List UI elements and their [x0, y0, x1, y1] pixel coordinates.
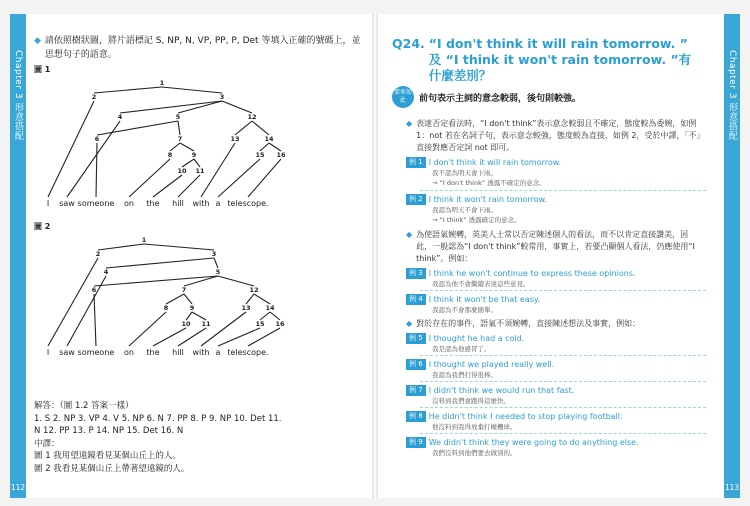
example-english: I think he won't continue to express these opinions. — [428, 269, 636, 278]
exercise — [34, 34, 364, 366]
example-3 — [406, 268, 702, 279]
tree-node: 1 — [141, 236, 147, 244]
tree-node: 3 — [219, 93, 225, 101]
tree-node: 15 — [255, 320, 265, 328]
tree-branch — [67, 276, 106, 346]
tree-node: 12 — [249, 286, 259, 294]
tree-node: 8 — [167, 151, 173, 159]
tree-node: 9 — [189, 304, 195, 312]
tree-node: 11 — [201, 320, 211, 328]
left-page — [10, 14, 372, 498]
explanation — [406, 118, 702, 458]
page-number: 112 — [10, 483, 26, 492]
tree-branch — [235, 121, 252, 135]
example-9 — [406, 437, 702, 448]
example-translation: 我們沒料到他們要去做別的。 — [432, 449, 517, 457]
tree-branch — [153, 175, 182, 197]
paragraph-3: ◆ 對於存在的事件，語氣不須婉轉，直接陳述想法及事實，例如： — [406, 319, 641, 328]
tree-node: 16 — [275, 320, 285, 328]
tree-branch — [98, 244, 144, 250]
answer-badge: 要來如此 — [392, 86, 414, 108]
tree-branch — [106, 258, 214, 268]
tree-branch — [170, 143, 180, 151]
example-5 — [406, 333, 702, 344]
translation-2: 圖 2 我看見某個山丘上帶著望遠鏡的人。 — [34, 463, 190, 474]
tree-word: someone — [77, 199, 115, 208]
tree-word: with — [192, 199, 210, 208]
divider — [420, 190, 706, 191]
example-2 — [406, 194, 702, 205]
example-note: → “I don't think” 透露不確定的意念。 — [432, 179, 546, 187]
example-english: I thought he had a cold. — [428, 334, 525, 343]
translation-heading: 中譯： — [34, 438, 60, 449]
tree-word: I — [46, 199, 50, 208]
question-number: Q24. — [392, 36, 425, 51]
fig2-label: 圖 2 — [34, 222, 51, 231]
tree-branch — [96, 143, 97, 197]
fig1-label: 圖 1 — [34, 65, 51, 74]
example-6 — [406, 359, 702, 370]
example-translation: 我認為不會那麼簡單。 — [432, 306, 497, 314]
example-tag: 例 6 — [406, 359, 426, 370]
tree-word: a — [215, 199, 221, 208]
tree-branch — [180, 143, 194, 151]
example-tag: 例 1 — [406, 157, 426, 168]
tree-branch — [260, 143, 269, 151]
example-translation: 他沒料到我得放棄打橄欖球。 — [432, 423, 517, 431]
tree-node: 11 — [195, 167, 205, 175]
tree-branch — [222, 101, 252, 113]
paragraph-2: ◆ 為使語氣婉轉，英美人士常以否定陳述個人的看法，而不以肯定直接讚美，因此，一般認為“I don't think”較常用，事實上，若要凸顯個人看法，仍應使用“I think”。例如： — [406, 230, 695, 263]
example-english: He didn't think I needed to stop playing football. — [428, 412, 623, 421]
example-english: I think it won't be that easy. — [428, 295, 541, 304]
tree-branch — [218, 276, 254, 286]
tree-branch — [246, 294, 254, 304]
tree-branch — [194, 159, 200, 167]
tree-node: 8 — [163, 304, 169, 312]
tree-node: 4 — [117, 113, 123, 121]
tree-branch — [269, 143, 281, 151]
tree-branch — [166, 294, 184, 304]
question-line1: “I don't think it will rain tomorrow. ” — [428, 36, 688, 51]
divider — [420, 355, 706, 356]
tree-branch — [182, 159, 194, 167]
tree-branch — [97, 121, 178, 135]
example-translation: 我認為我們打得很棒。 — [432, 371, 497, 379]
tree-branch — [94, 87, 162, 93]
tree-word: with — [192, 348, 210, 357]
tree-node: 5 — [215, 268, 221, 276]
translation-1: 圖 1 我用望遠鏡看見某個山丘上的人。 — [34, 451, 181, 461]
example-translation: 我認為他不會繼續表達這些意見。 — [432, 280, 530, 288]
diamond-icon: ◆ — [406, 319, 413, 328]
tree-node: 1 — [159, 79, 165, 87]
tree-node: 14 — [264, 135, 274, 143]
example-tag: 例 9 — [406, 437, 426, 448]
answer-line: 前句表示主詞的意念較弱，後句則較強。 — [419, 93, 582, 104]
tree-node: 10 — [181, 320, 191, 328]
tree-branch — [252, 121, 269, 135]
example-tag: 例 5 — [406, 333, 426, 344]
tree-word: hill — [172, 199, 184, 208]
tree-node: 10 — [177, 167, 187, 175]
example-english: I think it won't rain tomorrow. — [428, 195, 547, 204]
example-translation: 我不認為明天會下雨。 — [432, 169, 497, 177]
tree-node: 15 — [255, 151, 265, 159]
tree-branch — [129, 159, 170, 197]
tree-branch — [94, 294, 96, 346]
tree-branch — [201, 312, 246, 346]
chapter-tab-label: Chapter 3 形意搭配 — [727, 50, 737, 141]
tree-branch — [178, 175, 200, 197]
tree-node: 12 — [247, 113, 257, 121]
qa-section — [392, 36, 710, 458]
tree-node: 13 — [230, 135, 240, 143]
page-number: 113 — [724, 483, 740, 492]
right-page — [378, 14, 740, 498]
tree-word: on — [124, 199, 134, 208]
tree-node: 7 — [177, 135, 183, 143]
tree-branch — [48, 101, 94, 197]
tree-word: the — [146, 348, 160, 357]
tree-node: 5 — [175, 113, 181, 121]
tree-branch — [178, 328, 206, 346]
tree-word: saw — [59, 199, 75, 208]
tree-branch — [178, 121, 180, 135]
example-1 — [406, 157, 702, 168]
answer-heading: 解答：（圖 1.2 答案一樣） — [34, 401, 134, 411]
tree-branch — [192, 312, 206, 320]
tree-node: 16 — [276, 151, 286, 159]
tree-branch — [129, 312, 166, 346]
chapter-tab-label: Chapter 3 形意搭配 — [13, 50, 23, 141]
tree-branch — [214, 258, 218, 268]
tree-branch — [186, 312, 192, 320]
chapter-tab-right — [724, 14, 740, 498]
example-7 — [406, 385, 702, 396]
short-answer — [392, 86, 710, 108]
tree-node: 3 — [211, 250, 217, 258]
question-title — [392, 36, 710, 84]
tree-word: saw — [59, 348, 75, 357]
tree-node: 2 — [91, 93, 97, 101]
tree-branch — [178, 101, 222, 113]
diamond-icon: ◆ — [34, 36, 41, 46]
example-4 — [406, 294, 702, 305]
tree-branch — [270, 312, 280, 320]
tree-node: 14 — [265, 304, 275, 312]
tree-branch — [201, 143, 235, 197]
tree-branch — [184, 294, 192, 304]
instruction: ◆ 請依照樹狀圖，將片語標記 S, NP, N, VP, PP, P, Det 等填入正確的號碼上，並思想句子的語意。 — [34, 36, 361, 60]
tree-word: telescope. — [227, 348, 269, 357]
divider — [420, 381, 706, 382]
example-tag: 例 8 — [406, 411, 426, 422]
tree-branch — [254, 294, 270, 304]
tree-word: I — [46, 348, 50, 357]
tree-branch — [153, 328, 186, 346]
divider — [420, 407, 706, 408]
answer-line2: N 12. PP 13. P 14. NP 15. Det 16. N — [34, 426, 184, 436]
divider — [420, 433, 706, 434]
tree-branch — [48, 258, 98, 346]
answer-block — [34, 400, 364, 475]
tree-branch — [67, 121, 120, 197]
tree-branch — [120, 101, 222, 113]
tree-node: 9 — [191, 151, 197, 159]
chapter-tab-left — [10, 14, 26, 498]
diamond-icon: ◆ — [406, 230, 413, 239]
tree-word: on — [124, 348, 134, 357]
tree-word: the — [146, 199, 160, 208]
example-tag: 例 3 — [406, 268, 426, 279]
tree-branch — [218, 159, 260, 197]
tree-node: 4 — [103, 268, 109, 276]
tree-branch — [144, 244, 214, 250]
divider — [420, 290, 706, 291]
diamond-icon: ◆ — [406, 119, 413, 128]
tree-node: 6 — [91, 286, 97, 294]
question-line2: 及 “I think it won't rain tomorrow. ”有 — [428, 52, 692, 67]
example-translation: 我是認為他感冒了。 — [432, 345, 491, 353]
answer-line1: 1. S 2. NP 3. VP 4. V 5. NP 6. N 7. PP 8. P 9. NP 10. Det 11. — [34, 413, 282, 424]
tree-word: telescope. — [227, 199, 269, 208]
example-tag: 例 2 — [406, 194, 426, 205]
tree-node: 2 — [95, 250, 101, 258]
tree-word: a — [215, 348, 221, 357]
tree-word: hill — [172, 348, 184, 357]
example-translation: 沒料到我們會跑得這麼快。 — [432, 397, 510, 405]
example-english: We didn't think they were going to do anything else. — [428, 438, 639, 447]
tree-node: 6 — [94, 135, 100, 143]
tree-branch — [260, 312, 270, 320]
tree-branch — [162, 87, 222, 93]
example-translation: 我認為明天不會下雨。 — [432, 206, 497, 214]
example-english: I didn't think we would run that fast. — [428, 386, 575, 395]
tree-node: 13 — [241, 304, 251, 312]
example-english: I thought we played really well. — [428, 360, 555, 369]
tree-word: someone — [77, 348, 115, 357]
paragraph-1: ◆ 表達否定看法時，“I don't think”表示意念較弱且不確定，態度較為委婉，如例 1：not 若在名詞子句，表示意念較強，態度較為直接，如例 2，受於中譯，「不」直接對應否定詞 not 即可。 — [406, 119, 701, 152]
question-line3: 什麼差別？ — [428, 68, 492, 83]
example-note: → “I think” 透露確定的意念。 — [432, 216, 521, 224]
example-8 — [406, 411, 702, 422]
example-tag: 例 7 — [406, 385, 426, 396]
tree-node: 7 — [181, 286, 187, 294]
syntax-tree-2 — [34, 232, 364, 362]
syntax-tree-1 — [34, 75, 364, 215]
example-english: I don't think it will rain tomorrow. — [428, 158, 562, 167]
example-tag: 例 4 — [406, 294, 426, 305]
